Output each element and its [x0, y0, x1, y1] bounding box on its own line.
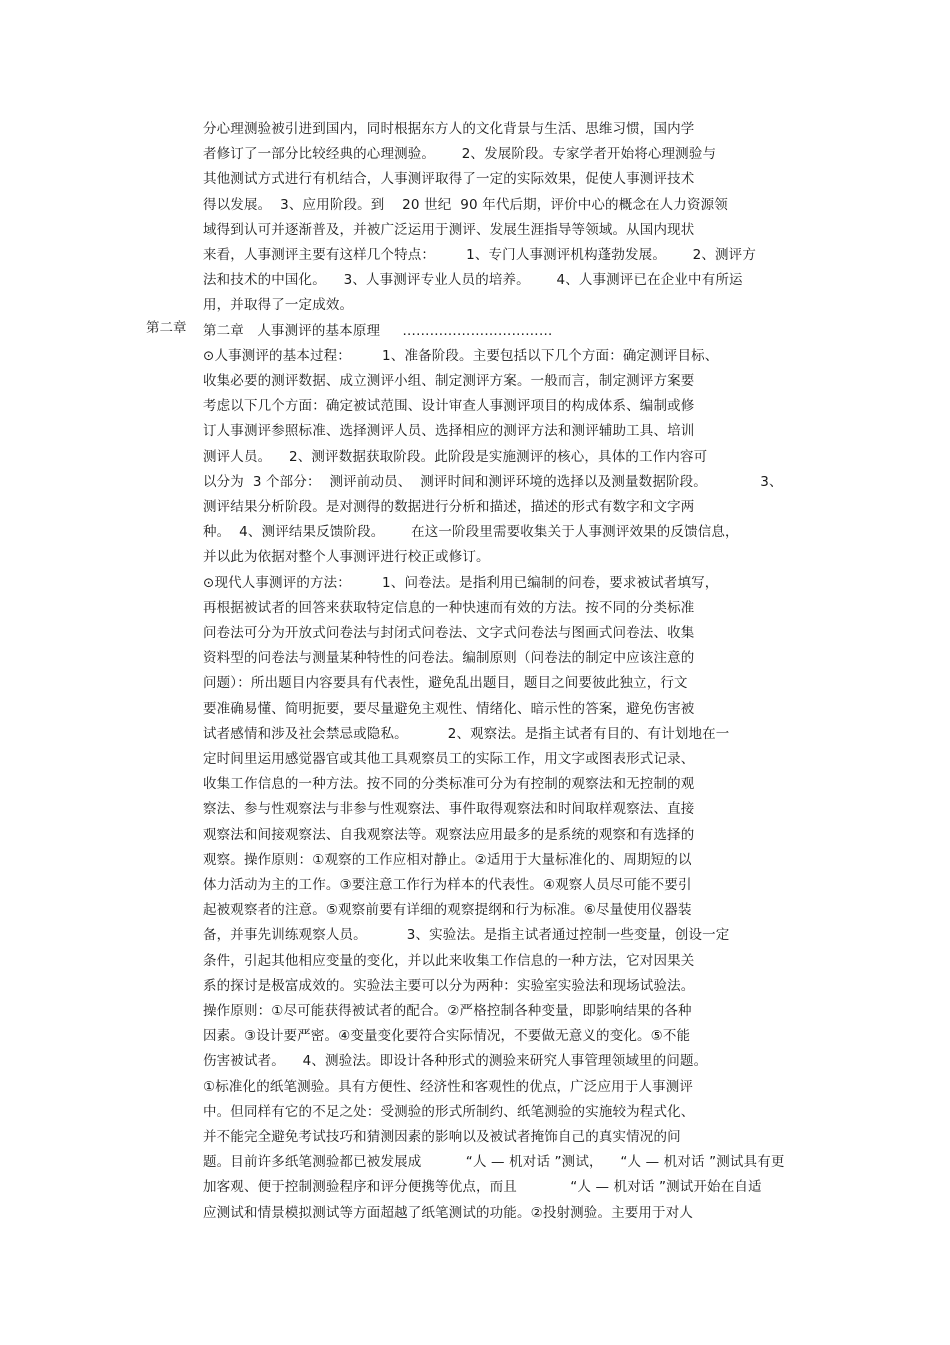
text-line: 伤害被试者。 4、测验法。即设计各种形式的测验来研究人事管理领域里的问题。 — [203, 1053, 708, 1070]
text-line: 用，并取得了一定成效。 — [203, 297, 354, 314]
text-line: 起被观察者的注意。⑤观察前要有详细的观察提纲和行为标准。⑥尽量使用仪器装 — [203, 902, 692, 919]
text-line: 域得到认可并逐渐普及，并被广泛运用于测评、发展生涯指导等领域。从国内现状 — [203, 221, 695, 238]
text-line: 察法、参与性观察法与非参与性观察法、事件取得观察法和时间取样观察法、直接 — [203, 801, 695, 818]
text-line: ①标准化的纸笔测验。具有方便性、经济性和客观性的优点，广泛应用于人事测评 — [203, 1078, 694, 1095]
text-line: 问题）：所出题目内容要具有代表性，避免乱出题目，题目之间要彼此独立，行文 — [203, 675, 688, 692]
text-line: 并以此为依据对整个人事测评进行校正或修订。 — [203, 549, 490, 566]
text-line: 测评结果分析阶段。是对测得的数据进行分析和描述，描述的形式有数字和文字两 — [203, 499, 695, 515]
text-line: 试者感情和涉及社会禁忌或隐私。 2、观察法。是指主试者有目的、有计划地在一 — [203, 725, 730, 742]
text-line: 观察法和间接观察法、自我观察法等。观察法应用最多的是系统的观察和有选择的 — [203, 826, 695, 843]
text-line: 种。 4、测评结果反馈阶段。 在这一阶段里需要收集关于人事测评效果的反馈信息， — [203, 524, 739, 541]
text-line: 系的探讨是极富成效的。实验法主要可以分为两种：实验室实验法和现场试验法。 — [203, 977, 695, 994]
text-line: 因素。③设计要严密。④变量变化要符合实际情况，不要做无意义的变化。⑤不能 — [203, 1028, 691, 1045]
text-line: 操作原则：①尽可能获得被试者的配合。②严格控制各种变量，即影响结果的各种 — [203, 1003, 692, 1019]
text-line: 来看，人事测评主要有这样几个特点： 1、专门人事测评机构蓬勃发展。 2、测评方 — [203, 247, 756, 263]
text-line: 订人事测评参照标准、选择测评人员、选择相应的测评方法和测评辅助工具、培训 — [203, 423, 695, 440]
text-line: 体力活动为主的工作。③要注意工作行为样本的代表性。④观察人员尽可能不要引 — [203, 877, 692, 893]
text-line: 问卷法可分为开放式问卷法与封闭式问卷法、文字式问卷法与图画式问卷法、收集 — [203, 625, 695, 641]
text-line: 测评人员。 2、测评数据获取阶段。此阶段是实施测评的核心，具体的工作内容可 — [203, 448, 708, 465]
text-line: ⊙现代人事测评的方法： 1、问卷法。是指利用已编制的问卷，要求被试者填写， — [203, 574, 719, 591]
chapter-heading: 第二章 人事测评的基本原理 …………………………… — [203, 322, 553, 339]
text-line: 再根据被试者的回答来获取特定信息的一种快速而有效的方法。按不同的分类标准 — [203, 599, 695, 616]
text-line: 应测试和情景模拟测试等方面超越了纸笔测试的功能。②投射测验。主要用于对人 — [203, 1204, 694, 1221]
text-line: 考虑以下几个方面：确定被试范围、设计审查人事测评项目的构成体系、编制或修 — [203, 398, 695, 415]
text-line: 分心理测验被引进到国内，同时根据东方人的文化背景与生活、思维习惯，国内学 — [203, 121, 695, 137]
text-line: 者修订了一部分比较经典的心理测验。 2、发展阶段。专家学者开始将心理测验与 — [203, 146, 717, 163]
text-line: 备，并事先训练观察人员。 3、实验法。是指主试者通过控制一些变量，创设一定 — [203, 927, 730, 944]
text-line: 以分为 3 个部分： 测评前动员、 测评时间和测评环境的选择以及测量数据阶段。 3、 — [203, 473, 783, 490]
text-line: 观察。操作原则：①观察的工作应相对静止。②适用于大量标准化的、周期短的以 — [203, 851, 692, 868]
text-line: 资料型的问卷法与测量某种特性的问卷法。编制原则（问卷法的制定中应该注意的 — [203, 650, 695, 667]
text-line: 收集工作信息的一种方法。按不同的分类标准可分为有控制的观察法和无控制的观 — [203, 776, 695, 793]
text-line: 要准确易懂、简明扼要，要尽量避免主观性、情绪化、暗示性的答案，避免伤害被 — [203, 700, 695, 717]
text-line: ⊙人事测评的基本过程： 1、准备阶段。主要包括以下几个方面：确定测评目标、 — [203, 347, 719, 364]
text-line: 法和技术的中国化。 3、人事测评专业人员的培养。 4、人事测评已在企业中有所运 — [203, 272, 743, 289]
text-line: 题。目前许多纸笔测验都已被发展成 “人 — 机对话 ”测试， “人 — 机对话 ”测试具有更 — [203, 1154, 785, 1171]
text-line: 其他测试方式进行有机结合，人事测评取得了一定的实际效果，促使人事测评技术 — [203, 171, 695, 188]
text-line: 加客观、便于控制测验程序和评分便携等优点，而且 “人 — 机对话 ”测试开始在自适 — [203, 1179, 762, 1196]
text-line: 条件，引起其他相应变量的变化，并以此来收集工作信息的一种方法，它对因果关 — [203, 952, 695, 969]
text-line: 中。但同样有它的不足之处：受测验的形式所制约、纸笔测验的实施较为程式化、 — [203, 1103, 695, 1120]
text-line: 定时间里运用感觉器官或其他工具观察员工的实际工作，用文字或图表形式记录、 — [203, 751, 695, 767]
text-line: 得以发展。 3、应用阶段。到 20 世纪 90 年代后期，评价中心的概念在人力资源领 — [203, 196, 728, 213]
chapter-label: 第二章 — [146, 320, 187, 336]
text-line: 收集必要的测评数据、成立测评小组、制定测评方案。一般而言，制定测评方案要 — [203, 373, 695, 389]
text-line: 并不能完全避免考试技巧和猜测因素的影响以及被试者掩饰自己的真实情况的问 — [203, 1129, 681, 1145]
